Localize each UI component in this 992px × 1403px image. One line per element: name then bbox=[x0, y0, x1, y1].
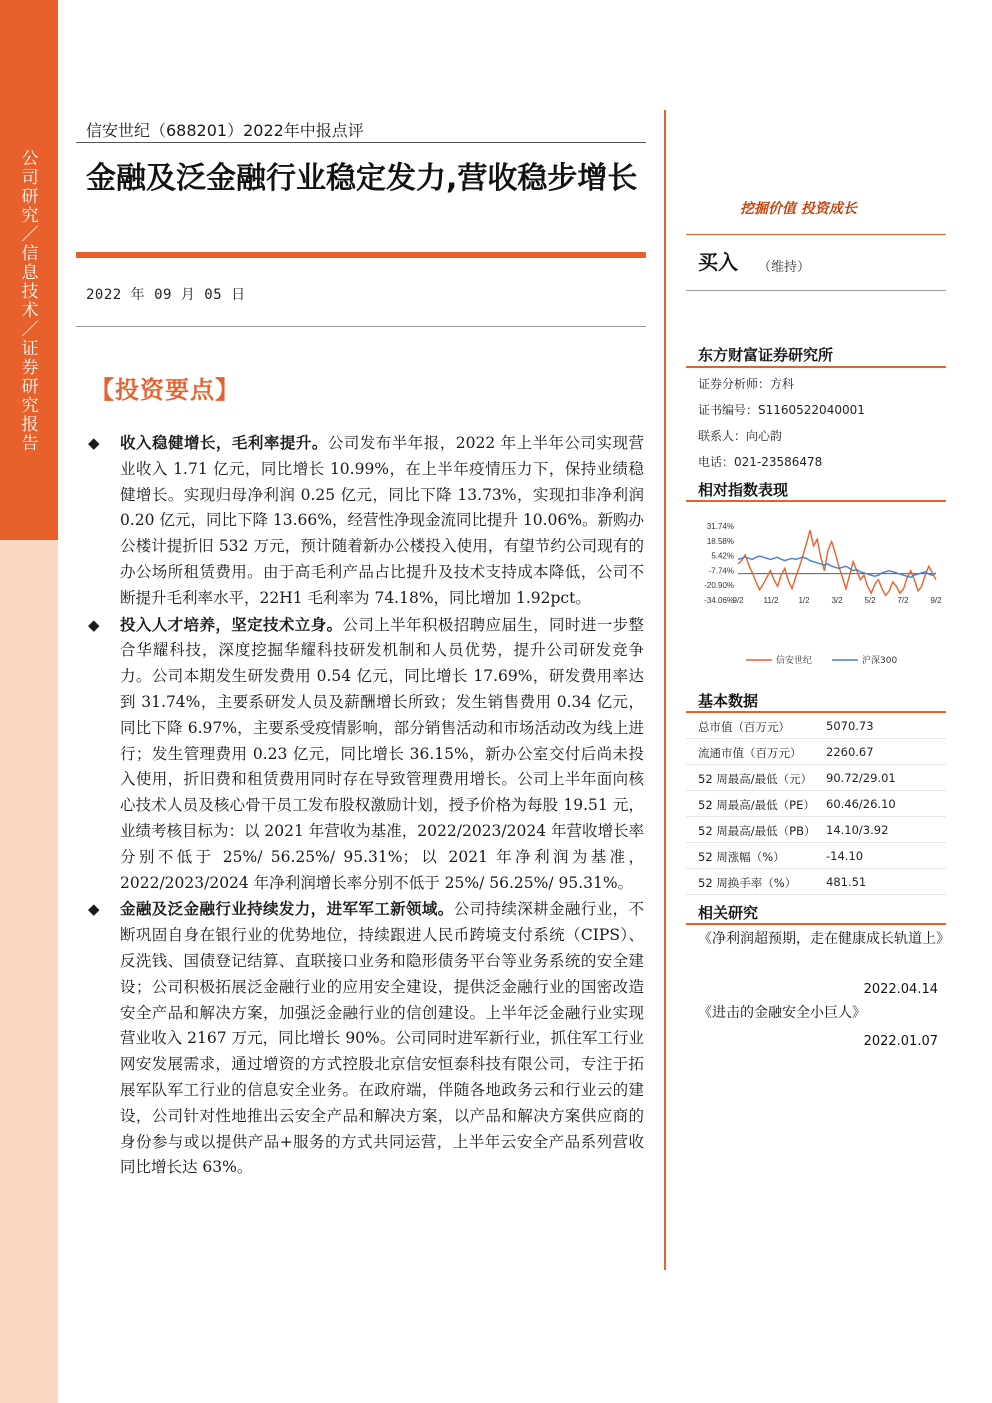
bullet-lead: 金融及泛金融行业持续发力，进军军工新领域。 bbox=[120, 899, 454, 919]
basic-data-value: 481.51 bbox=[826, 875, 867, 889]
basic-data-key: 52 周换手率（%） bbox=[698, 876, 797, 890]
bullet-text: 公司持续深耕金融行业，不断巩固自身在银行业的优势地位，持续跟进人民币跨境支付系统（CIPS）、反洗钱、国债登记结算、直联接口业务和隐形债务平台等业务系统的安全建设；公司积极拓展泛金融行业的应用安全建设，提供泛金融行业的国密改造安全产品和解决方案，加强泛金融行业的信创建设。上半年泛金融行业实现营业收入 2167 万元，同比增长 90%。公司同时进军新行业，抓住军工行业网安发展需求，通过增资的方式控股北京信安恒泰科技有限公司，专注于拓展军队军工行业的信息安全业务。在政府端，伴随各地政务云和行业云的建设，公司针对性地推出云安全产品和解决方案，以产品和解决方案供应商的身份参与或以提供产品+服务的方式共同运营，上半年云安全产品系列营收同比增长达 63%。 bbox=[120, 900, 644, 1177]
basic-data-row bbox=[686, 843, 946, 869]
bullet-text: 公司上半年积极招聘应届生，同时进一步整合华耀科技，深度挖掘华耀科技研发机制和人员优势，提升公司研发竞争力。公司本期发生研发费用 0.54 亿元，同比增长 17.69%，研发费用率达到 31.74%，主要系研发人员及薪酬增长所致；发生销售费用 0.34 亿元，同比下降 6.97%，主要系受疫情影响，部分销售活动和市场活动改为线上进行；发生管理费用 0.23 亿元，同比增长 36.15%，新办公室交付后尚未投入使用，折旧费和租赁费用同时存在导致管理费用增长。公司上半年面向核心技术人员及核心骨干员工发布股权激励计划，授予价格为每股 19.51 元，业绩考核目标为：以 2021 年营收为基准，2022/2023/2024 年营收增长率分别不低于 25%/ 56.25%/ 95.31%；以 2021 年净利润为基准，2022/2023/2024 年净利润增长率分别不低于 25%/ 56.25%/ 95.31%。 bbox=[120, 615, 645, 892]
basic-data-key: 52 周最高/最低（元） bbox=[698, 772, 813, 786]
report-tag: 信安世纪（688201）2022年中报点评 bbox=[86, 121, 364, 140]
bullet-lead: 收入稳健增长，毛利率提升。 bbox=[120, 433, 328, 452]
rating-note: （维持） bbox=[758, 260, 811, 275]
divider bbox=[686, 234, 946, 235]
basic-data-value: 90.72/29.01 bbox=[826, 771, 896, 785]
report-date: 2022 年 09 月 05 日 bbox=[86, 287, 246, 303]
related-report-date: 2022.04.14 bbox=[863, 982, 938, 997]
diamond-bullet-icon: ◆ bbox=[88, 615, 100, 634]
x-tick-label: 1/2 bbox=[798, 596, 810, 605]
page-title: 金融及泛金融行业稳定发力,营收稳步增长 bbox=[86, 161, 638, 196]
x-tick-label: 3/2 bbox=[831, 596, 843, 605]
basic-data-value: 14.10/3.92 bbox=[826, 823, 889, 837]
y-tick-label: -34.06% bbox=[704, 596, 734, 605]
basic-data-row bbox=[686, 713, 946, 739]
investment-points bbox=[88, 430, 644, 1181]
bullet-point bbox=[88, 430, 644, 612]
related-title: 相关研究 bbox=[698, 904, 759, 922]
column-divider bbox=[664, 110, 666, 1270]
section-title: 【投资要点】 bbox=[90, 376, 240, 404]
basic-data-key: 52 周最高/最低（PE） bbox=[698, 798, 815, 812]
basic-data-key: 流通市值（百万元） bbox=[698, 746, 802, 760]
basic-data-row bbox=[686, 817, 946, 843]
divider bbox=[76, 142, 646, 143]
basic-data-value: 5070.73 bbox=[826, 719, 874, 733]
institute-name: 东方财富证券研究所 bbox=[698, 346, 834, 364]
y-tick-label: -20.90% bbox=[704, 581, 734, 591]
basic-title: 基本数据 bbox=[698, 692, 759, 710]
sidebar-category: 公司研究／信息技术／证券研究报告 bbox=[21, 149, 39, 454]
section-rule bbox=[686, 923, 946, 925]
basic-data-row bbox=[686, 791, 946, 817]
section-rule bbox=[686, 500, 946, 502]
x-tick-label: 11/2 bbox=[763, 596, 779, 605]
related-report-date: 2022.01.07 bbox=[863, 1034, 938, 1049]
slogan: 挖掘价值 投资成长 bbox=[740, 201, 857, 217]
legend-label: 信安世纪 bbox=[776, 656, 813, 666]
bullet-point bbox=[88, 612, 644, 897]
x-tick-label: 9/2 bbox=[930, 596, 942, 605]
y-tick-label: 5.42% bbox=[711, 551, 734, 561]
section-rule bbox=[686, 366, 946, 368]
series-line-0 bbox=[738, 530, 936, 595]
sidebar-band-lower bbox=[0, 540, 58, 1403]
analyst: 证券分析师：方科 bbox=[698, 377, 795, 391]
related-report-title[interactable]: 《净利润超预期，走在健康成长轨道上》 bbox=[698, 931, 950, 947]
diamond-bullet-icon: ◆ bbox=[88, 900, 100, 919]
basic-data-row bbox=[686, 869, 946, 895]
contact: 联系人：向心韵 bbox=[698, 429, 783, 443]
x-tick-label: 7/2 bbox=[897, 596, 909, 605]
x-tick-label: 5/2 bbox=[864, 596, 876, 605]
y-tick-label: 31.74% bbox=[706, 522, 734, 531]
title-underline bbox=[76, 252, 646, 258]
basic-data-key: 总市值（百万元） bbox=[698, 720, 790, 734]
basic-data-value: 60.46/26.10 bbox=[826, 797, 896, 811]
rating: 买入 bbox=[698, 250, 738, 274]
divider bbox=[76, 326, 646, 327]
y-tick-label: 18.58% bbox=[706, 536, 734, 546]
divider bbox=[686, 290, 946, 291]
basic-data-key: 52 周涨幅（%） bbox=[698, 850, 785, 864]
diamond-bullet-icon: ◆ bbox=[88, 434, 100, 452]
bullet-point bbox=[88, 896, 644, 1181]
legend-label: 沪深300 bbox=[862, 656, 898, 666]
bullet-text: 公司发布半年报，2022 年上半年公司实现营业收入 1.71 亿元，同比增长 10.99%，在上半年疫情压力下，保持业绩稳健增长。实现归母净利润 0.25 亿元，同比下降 13.73%，实现扣非净利润 0.20 亿元，同比下降 13.66%，经营性净现金流同比提升 10.06%。新购办公楼计提折旧 532 万元，预计随着新办公楼投入使用，有望节约公司现有的办公场所租赁费用。由于高毛利产品占比提升及技术支持成本降低，公司不断提升毛利率水平，22H1 毛利率为 74.18%，同比增加 1.92pct。 bbox=[120, 434, 644, 607]
basic-data-value: -14.10 bbox=[826, 849, 864, 863]
basic-data-value: 2260.67 bbox=[826, 745, 874, 759]
related-report-title[interactable]: 《进击的金融安全小巨人》 bbox=[698, 1005, 866, 1021]
phone: 电话：021-23586478 bbox=[698, 455, 823, 469]
perf-title: 相对指数表现 bbox=[698, 481, 789, 499]
basic-data-key: 52 周最高/最低（PB） bbox=[698, 824, 816, 838]
y-tick-label: -7.74% bbox=[708, 566, 734, 576]
cert-number: 证书编号：S1160522040001 bbox=[698, 403, 865, 417]
relative-performance-chart bbox=[694, 514, 944, 674]
basic-data-row bbox=[686, 765, 946, 791]
x-tick-label: 9/2 bbox=[732, 596, 744, 605]
basic-data-row bbox=[686, 739, 946, 765]
bullet-lead: 投入人才培养，坚定技术立身。 bbox=[120, 614, 343, 634]
